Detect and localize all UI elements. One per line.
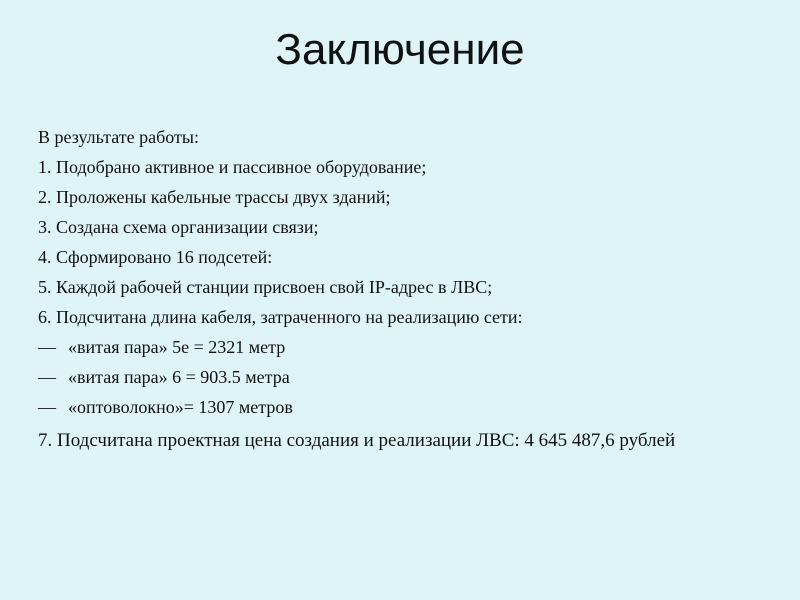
sub-item-text: «оптоволокно»= 1307 метров [68, 397, 293, 417]
dash-bullet: — [38, 367, 56, 387]
sub-item-1 [38, 332, 793, 362]
list-item-5: 5. Каждой рабочей станции присвоен свой IP-адрес в ЛВС; [38, 277, 493, 297]
slide-title: Заключение [275, 25, 525, 74]
dash-bullet: — [38, 397, 56, 417]
sub-item-3 [38, 392, 793, 422]
list-item-6: 6. Подсчитана длина кабеля, затраченного на реализацию сети: [38, 307, 523, 327]
sub-item-2 [38, 362, 793, 392]
list-item-1: 1. Подобрано активное и пассивное оборудование; [38, 157, 427, 177]
slide-body [38, 122, 793, 456]
list-item-2: 2. Проложены кабельные трассы двух зданий; [38, 187, 391, 207]
sub-item-text: «витая пара» 5е = 2321 метр [68, 337, 286, 357]
list-item-7: 7. Подсчитана проектная цена создания и реализации ЛВС: 4 645 487,6 рублей [38, 430, 676, 451]
list-item-4: 4. Сформировано 16 подсетей: [38, 247, 273, 267]
dash-bullet: — [38, 337, 56, 357]
intro-text: В результате работы: [38, 127, 199, 147]
sub-item-text: «витая пара» 6 = 903.5 метра [68, 367, 290, 387]
list-item-3: 3. Создана схема организации связи; [38, 217, 319, 237]
